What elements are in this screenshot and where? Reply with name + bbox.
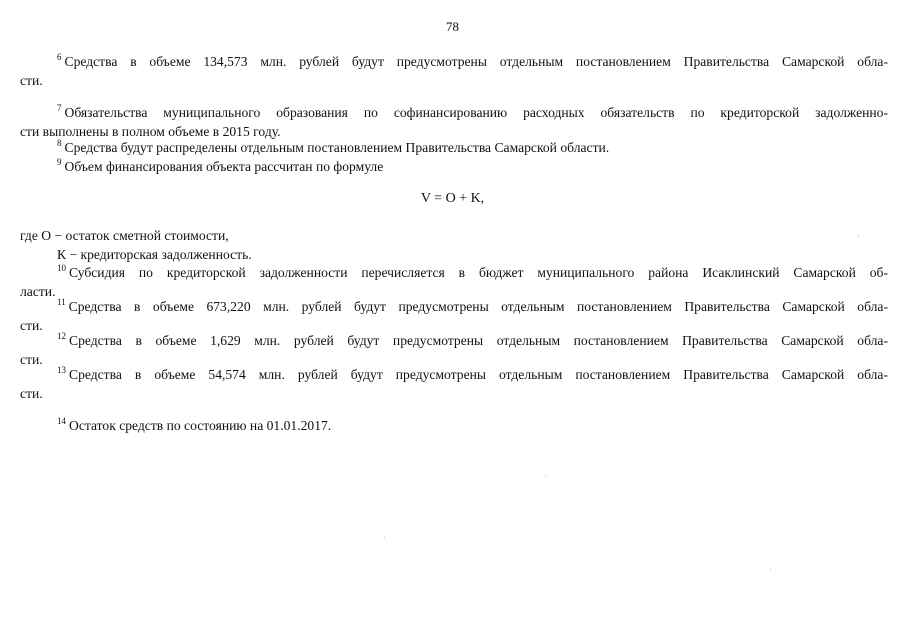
footnote-text: Средства в объеме 673,220 млн. рублей будут предусмотрены отдельным постановлением Правительства Самарской обла- xyxy=(68,299,888,314)
scan-speck xyxy=(770,569,771,570)
footnote-text-continued: сти. xyxy=(20,318,43,333)
footnote-13 xyxy=(20,365,888,403)
footnote-6 xyxy=(20,52,888,90)
formula-legend xyxy=(20,226,252,264)
footnote-mark: 8 xyxy=(57,138,62,148)
footnote-mark: 12 xyxy=(57,331,66,341)
footnote-8 xyxy=(20,138,888,157)
footnote-text: Объем финансирования объекта рассчитан по формуле xyxy=(64,159,384,174)
footnote-text-continued: сти. xyxy=(20,352,43,367)
footnote-text: Средства в объеме 1,629 млн. рублей будут предусмотрены отдельным постановлением Правительства Самарской обла- xyxy=(69,333,888,348)
footnote-text: Субсидия по кредиторской задолженности перечисляется в бюджет муниципального района Исаклинский Самарской об- xyxy=(69,265,888,280)
formula: V = O + K, xyxy=(420,191,485,206)
footnote-mark: 6 xyxy=(57,52,62,62)
footnote-mark: 10 xyxy=(57,263,66,273)
footnote-10 xyxy=(20,263,888,301)
legend-k: К − кредиторская задолженность. xyxy=(57,247,252,262)
footnote-mark: 13 xyxy=(57,365,66,375)
footnote-7 xyxy=(20,103,888,141)
footnote-text: Средства в объеме 134,573 млн. рублей будут предусмотрены отдельным постановлением Правительства Самарской обла- xyxy=(64,54,888,69)
footnote-9 xyxy=(20,157,888,176)
footnote-text: Остаток средств по состоянию на 01.01.2017. xyxy=(69,418,332,433)
footnote-14 xyxy=(20,416,888,435)
footnote-12 xyxy=(20,331,888,369)
footnote-mark: 14 xyxy=(57,416,66,426)
footnote-text: Средства будут распределены отдельным постановлением Правительства Самарской области. xyxy=(64,140,610,155)
scan-speck xyxy=(858,236,859,237)
footnote-text-continued: ласти. xyxy=(20,284,56,299)
footnote-mark: 11 xyxy=(57,297,66,307)
footnote-text: Обязательства муниципального образования по софинансированию расходных обязательств по кредиторской задолженно- xyxy=(64,105,888,120)
scan-speck xyxy=(384,537,385,538)
scan-speck xyxy=(545,476,546,477)
footnote-mark: 7 xyxy=(57,103,62,113)
footnote-text: Средства в объеме 54,574 млн. рублей будут предусмотрены отдельным постановлением Правительства Самарской обла- xyxy=(69,367,888,382)
page-number: 78 xyxy=(446,19,459,34)
footnote-text-continued: сти. xyxy=(20,386,43,401)
footnote-text-continued: сти. xyxy=(20,73,43,88)
footnote-11 xyxy=(20,297,888,335)
legend-o: где О − остаток сметной стоимости, xyxy=(20,228,229,243)
footnote-mark: 9 xyxy=(57,157,62,167)
footnote-text-continued: сти выполнены в полном объеме в 2015 году. xyxy=(20,124,281,139)
